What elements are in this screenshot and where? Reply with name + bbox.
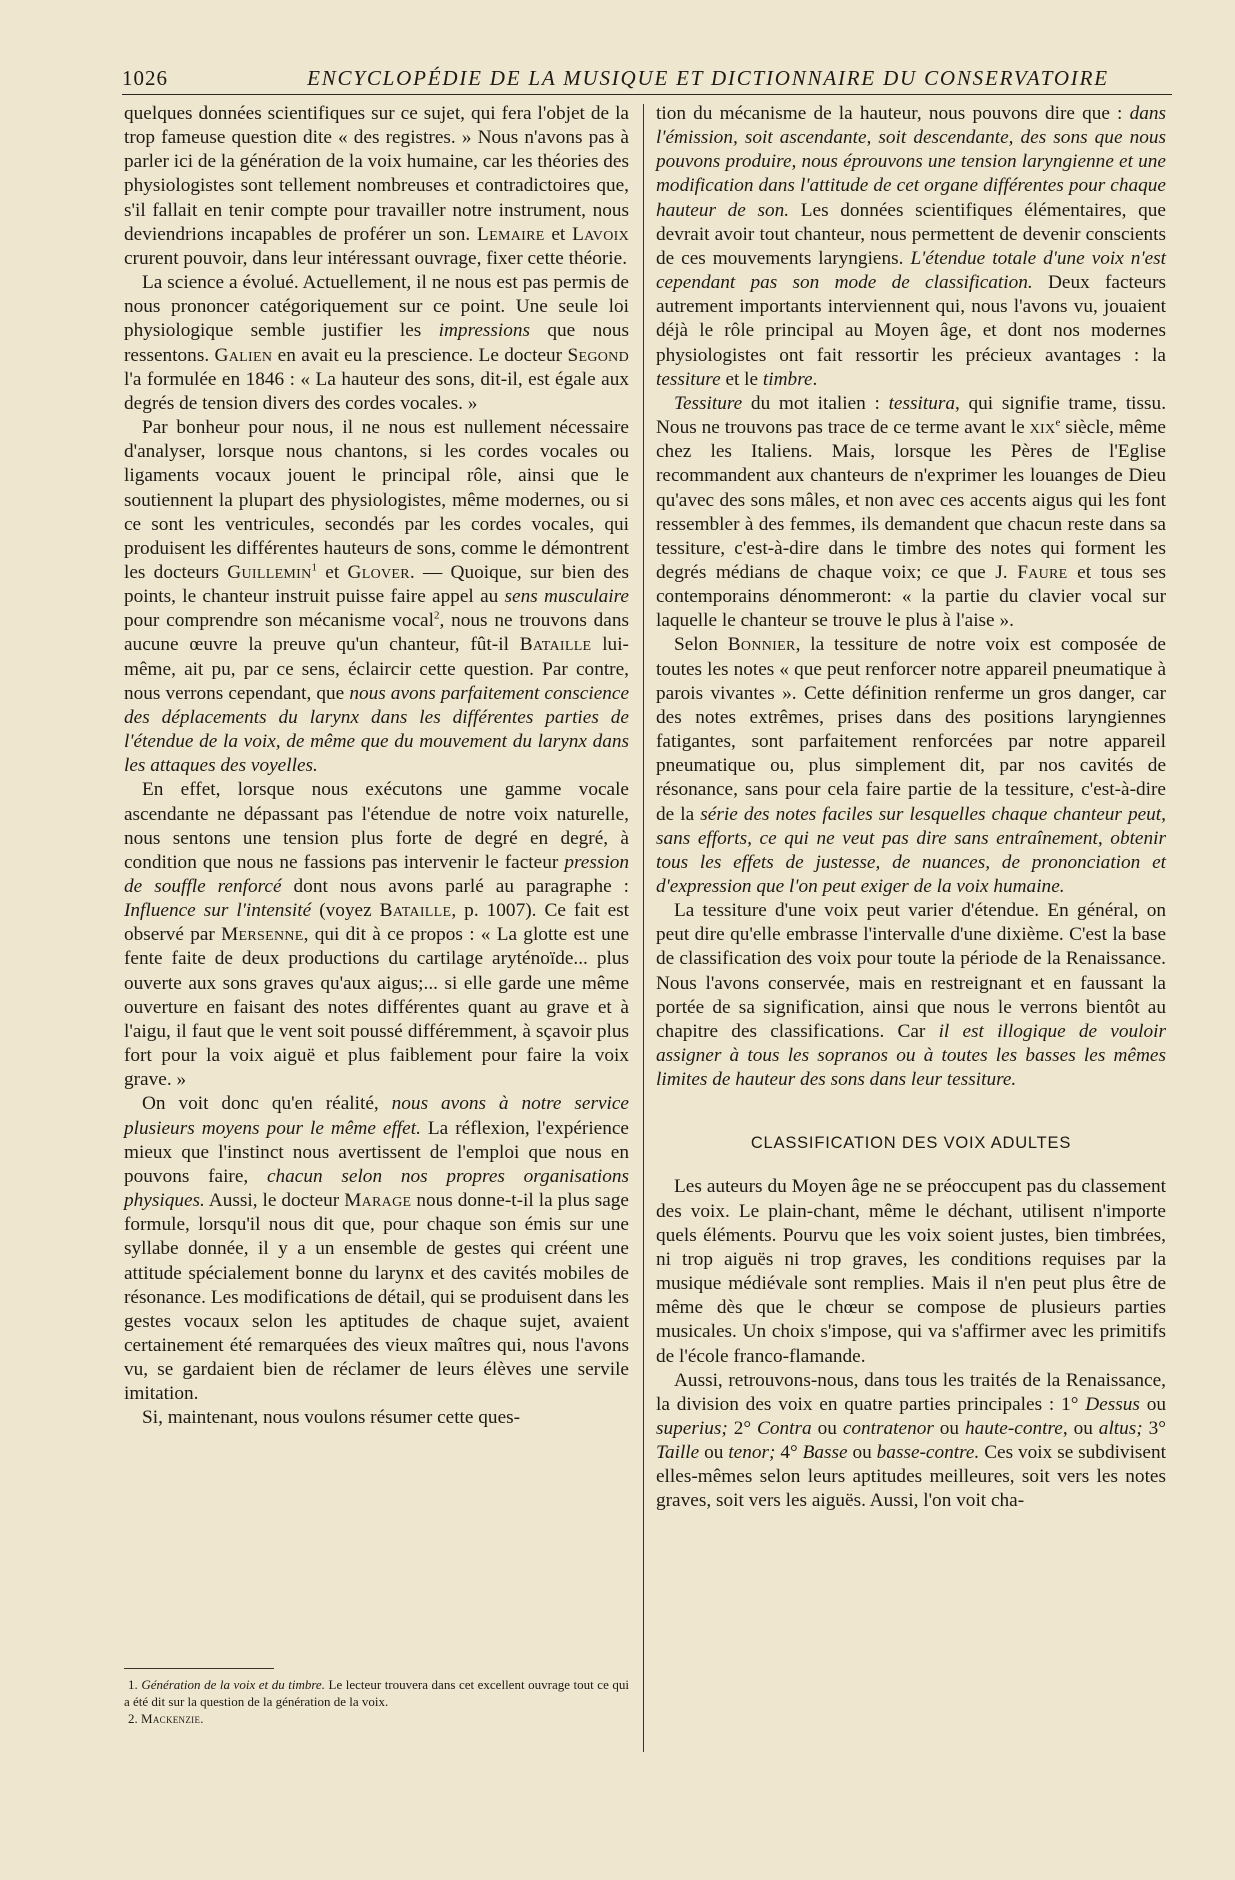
paragraph: Aussi, retrouvons-nous, dans tous les traités de la Renaissance, la division des voix en quatre parties principales : 1° Dessus ou superius; 2° Contra ou contratenor ou haute-contre, ou altus; 3° Taille ou tenor; 4° Basse ou basse-contre. Ces voix se subdivisent elles-mêmes selon leurs aptitudes meilleures, soit vers les notes graves, soit vers les aiguës. Aussi, l'on voit cha- [656,1369,1167,1512]
page-number: 1026 [122,66,168,90]
footnotes [124,1676,629,1727]
paragraph: En effet, lorsque nous exécutons une gamme vocale ascendante ne dépassant pas l'étendue de notre voix naturelle, nous sentons une tension plus forte de degré en degré, à condition que nous ne fassions pas intervenir le facteur pression de souffle renforcé dont nous avons parlé au paragraphe : Influence sur l'intensité (voyez Bataille, p. 1007). Ce fait est observé par Mersenne, qui dit à ce propos : « La glotte est une fente faite de deux productions du cartilage aryténoïde... plus ouverte aux sons graves qu'aux aigus;... si elle garde une même ouverture en faisant des notes différentes quant au grave et à l'aigu, il faut que le vent soit poussé différemment, à sçavoir plus fort pour la voix aiguë et plus faiblement pour faire la voix grave. » [124,779,630,1091]
section-heading: CLASSIFICATION DES VOIX ADULTES [750,1134,1072,1153]
page-header [122,62,1172,96]
footnote-ref: 1 [311,561,318,574]
footnote-ref: 2 [433,609,440,622]
left-column [124,102,629,1431]
paragraph: tion du mécanisme de la hauteur, nous pouvons dire que : dans l'émission, soit ascendante, soit descendante, des sons que nous pouvons produire, nous éprouvons une tension laryngienne et une modification dans l'attitude de cet organe différentes pour chaque hauteur de son. Les données scientifiques élémentaires, que devrait avoir tout chanteur, nous permettent de devenir conscients de ces mouvements laryngiens. L'étendue totale d'une voix n'est cependant pas son mode de classification. Deux facteurs autrement importants interviennent qui, nous l'avons vu, jouaient déjà le rôle principal au Moyen âge, et dont nos modernes physiologistes ont fait ressortir les précieux avantages : la tessiture et le timbre. [656,103,1166,390]
paragraph: Les auteurs du Moyen âge ne se préoccupent pas du classement des voix. Le plain-chant, même le déchant, utilisent n'importe quels éléments. Pourvu que les voix soient justes, bien timbrées, ni trop aiguës ni trop graves, les conditions requises par la musique médiévale sont remplies. Mais il n'en peut plus être de même dès que le chœur se compose de plusieurs parties musicales. Un choix s'impose, qui va s'affirmer avec les primitifs de l'école franco-flamande. [656,1176,1166,1367]
paragraph: La science a évolué. Actuellement, il ne nous est pas permis de nous prononcer catégoriquement sur ce point. Une seule loi physiologique semble justifier les impressions que nous ressentons. Galien en avait eu la prescience. Le docteur Segond l'a formulée en 1846 : « La hauteur des sons, dit-il, est égale aux degrés de tension divers des cordes vocales. » [124,272,630,414]
paragraph: Tessiture du mot italien : tessitura, qui signifie trame, tissu. Nous ne trouvons pas trace de ce terme avant le xix$^e$ siècle, même chez les Italiens. Mais, lorsque les Pères de l'Eglise recommandent aux chanteurs de n'exprimer les louanges de Dieu qu'avec des sons mâles, et non avec ces accents aigus qui les font ressembler à des femmes, ils demandent que chacun reste dans sa tessiture, c'est-à-dire dans le timbre des notes qui forment les degrés médians de chaque voix; ce que J. Faure et tous ses contemporains dénommeront: « la partie du clavier vocal sur laquelle le chanteur se trouve le plus à l'aise ». [656,392,1167,632]
column-divider [643,104,644,1752]
paragraph: Si, maintenant, nous voulons résumer cette ques- [142,1407,521,1429]
header-rule [122,94,1172,95]
paragraph: Par bonheur pour nous, il ne nous est nullement nécessaire d'analyser, lorsque nous chantons, si les cordes vocales ou ligaments vocaux jouent le principal rôle, ainsi que le soutiennent la plupart des physiologistes, même modernes, ou si ce sont les ventricules, secondés par les cordes vocales, qui produisent les différentes hauteurs de sons, comme le démontrent les docteurs Guillemin$^1$ et Glover. — Quoique, sur bien des points, le chanteur instruit puisse faire appel au sens musculaire pour comprendre son mécanisme vocal$^2$, nous ne trouvons dans aucune œuvre la preuve qu'un chanteur, fût-il Bataille lui-même, ait pu, par ce sens, éclaircir cette question. Par contre, nous verrons cependant, que nous avons parfaitement conscience des déplacements du larynx dans les différentes parties de l'étendue de la voix, de même que du mouvement du larynx dans les attaques des voyelles. [124,417,630,777]
right-column [656,102,1166,1514]
running-title: ENCYCLOPÉDIE DE LA MUSIQUE ET DICTIONNAIRE DU CONSERVATOIRE [307,66,1109,90]
paragraph: On voit donc qu'en réalité, nous avons à notre service plusieurs moyens pour le même effet. La réflexion, l'expérience mieux que l'instinct nous avertissent de l'emploi que nous en pouvons faire, chacun selon nos propres organisations physiques. Aussi, le docteur Marage nous donne-t-il la plus sage formule, lorsqu'il nous dit que, pour chaque son émis sur une syllabe donnée, il y a un ensemble de gestes qui créent une attitude spécialement bonne du larynx et des cavités mobiles de résonance. Les modifications de détail, qui se produisent dans les gestes vocaux selon les aptitudes de chaque sujet, avaient certainement été remarquées des vieux maîtres qui, nous l'avons vu, se gardaient bien de réclamer de leurs élèves une servile imitation. [124,1093,629,1405]
footnote: 2. Mackenzie. [128,1711,204,1726]
paragraph: Selon Bonnier, la tessiture de notre voix est composée de toutes les notes « que peut renforcer notre appareil pneumatique à parois vivantes ». Cette définition renferme un gros danger, car des notes extrêmes, prises dans des positions laryngiennes fatigantes, sont parfaitement renforcées par notre appareil pneumatique ou, plus simplement dit, par nos cavités de résonance, sans pour cela faire partie de la tessiture, c'est-à-dire de la série des notes faciles sur lesquelles chaque chanteur peut, sans efforts, ce qui ne veut pas dire sans entraînement, obtenir tous les effets de justesse, de nuances, de prononciation et d'expression que l'on peut exiger de la voix humaine. [656,634,1166,897]
footnote-rule [124,1668,274,1669]
paragraph: La tessiture d'une voix peut varier d'étendue. En général, on peut dire qu'elle embrasse l'intervalle d'une dixième. C'est la base de classification des voix pour toute la période de la Renaissance. Nous l'avons conservée, mais en restreignant et en faussant la portée de sa signification, ainsi que nous le verrons bientôt au chapitre des classifications. Car il est illogique de vouloir assigner à tous les sopranos ou à toutes les basses les mêmes limites de hauteur des sons dans leur tessiture. [656,900,1167,1091]
paragraph: quelques données scientifiques sur ce sujet, qui fera l'objet de la trop fameuse question dite « des registres. » Nous n'avons pas à parler ici de la génération de la voix humaine, car les théories des physiologistes sont tellement nombreuses et contradictoires que, s'il fallait en tenir compte pour travailler notre instrument, nous deviendrions incapables de proférer un son. Lemaire et Lavoix crurent pouvoir, dans leur intéressant ouvrage, fixer cette théorie. [124,103,629,269]
footnote: 1. Génération de la voix et du timbre. Le lecteur trouvera dans cet excellent ouvrage tout ce qui a été dit sur la question de la génération de la voix. [124,1677,630,1709]
